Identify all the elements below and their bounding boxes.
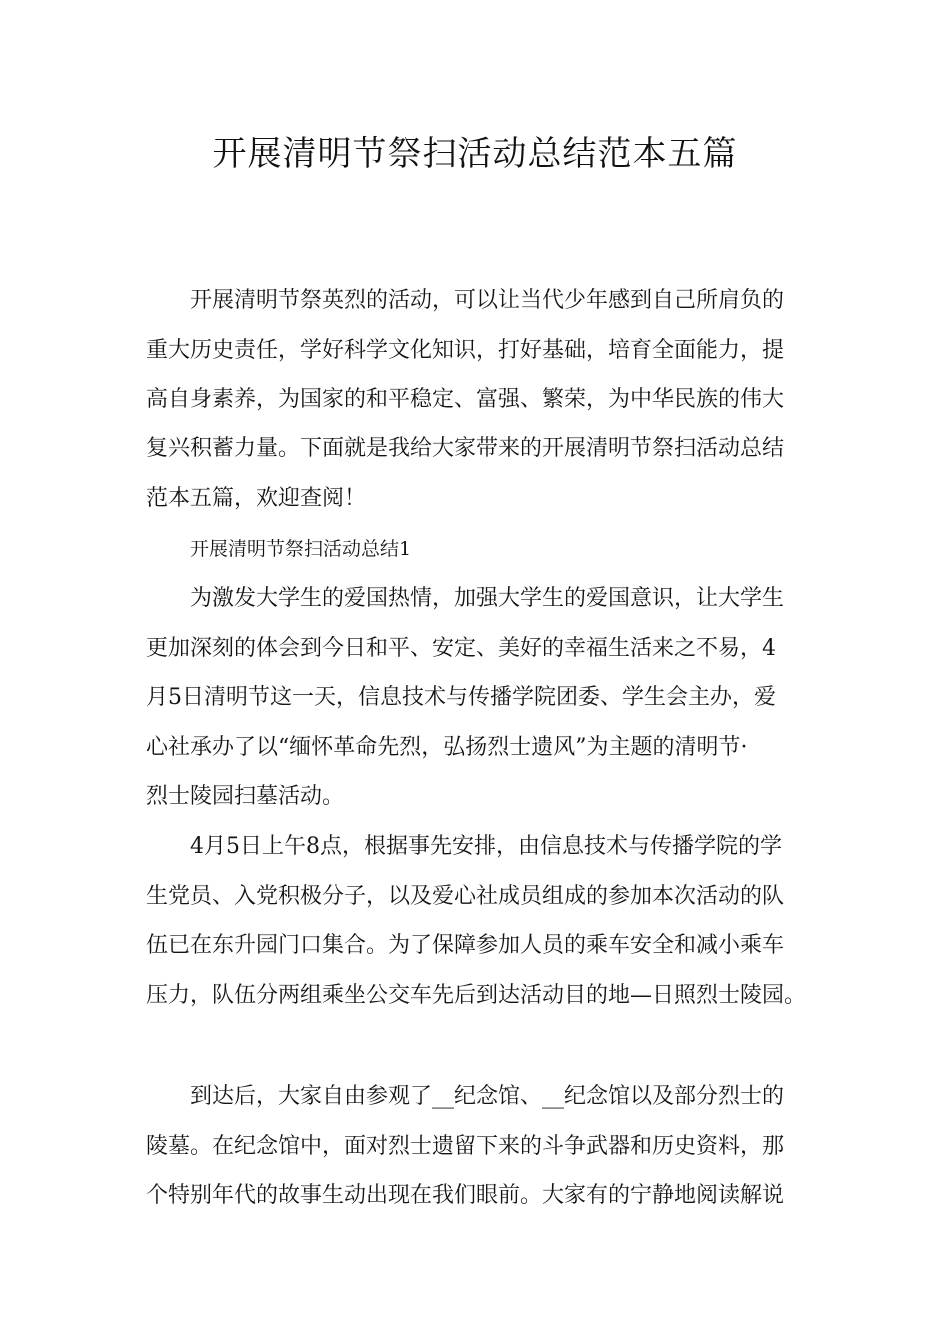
paragraph-line: 月5日清明节这一天，信息技术与传播学院团委、学生会主办，爱: [146, 685, 776, 710]
paragraph-line: 开展清明节祭英烈的活动，可以让当代少年感到自己所肩负的: [190, 288, 785, 313]
paragraph-line: 为激发大学生的爱国热情，加强大学生的爱国意识，让大学生: [190, 586, 785, 611]
document-title: 开展清明节祭扫活动总结范本五篇: [212, 134, 738, 174]
paragraph-line: 心社承办了以“缅怀革命先烈，弘扬烈士遗风”为主题的清明节·: [146, 735, 748, 760]
paragraph-line: 到达后，大家自由参观了__纪念馆、__纪念馆以及部分烈士的: [190, 1084, 785, 1109]
paragraph-line: 压力，队伍分两组乘坐公交车先后到达活动目的地—日照烈士陵园。: [146, 983, 807, 1008]
paragraph-line: 生党员、入党积极分子，以及爱心社成员组成的参加本次活动的队: [146, 884, 785, 909]
paragraph-line: 伍已在东升园门口集合。为了保障参加人员的乘车安全和减小乘车: [146, 933, 785, 958]
paragraph-line: 复兴积蓄力量。下面就是我给大家带来的开展清明节祭扫活动总结: [146, 436, 785, 461]
paragraph-line: 范本五篇，欢迎查阅！: [146, 486, 367, 511]
paragraph-line: 4月5日上午8点，根据事先安排，由信息技术与传播学院的学: [190, 834, 782, 859]
paragraph-line: 个特别年代的故事生动出现在我们眼前。大家有的宁静地阅读解说: [146, 1183, 785, 1208]
paragraph-line: 陵墓。在纪念馆中，面对烈士遗留下来的斗争武器和历史资料，那: [146, 1134, 785, 1159]
paragraph-line: 更加深刻的体会到今日和平、安定、美好的幸福生活来之不易，4: [146, 636, 776, 661]
paragraph-line: 烈士陵园扫墓活动。: [146, 784, 345, 809]
paragraph-line: 重大历史责任，学好科学文化知识，打好基础，培育全面能力，提: [146, 338, 785, 363]
paragraph-line: 高自身素养，为国家的和平稳定、富强、繁荣，为中华民族的伟大: [146, 387, 785, 412]
section-heading: 开展清明节祭扫活动总结1: [190, 538, 412, 560]
